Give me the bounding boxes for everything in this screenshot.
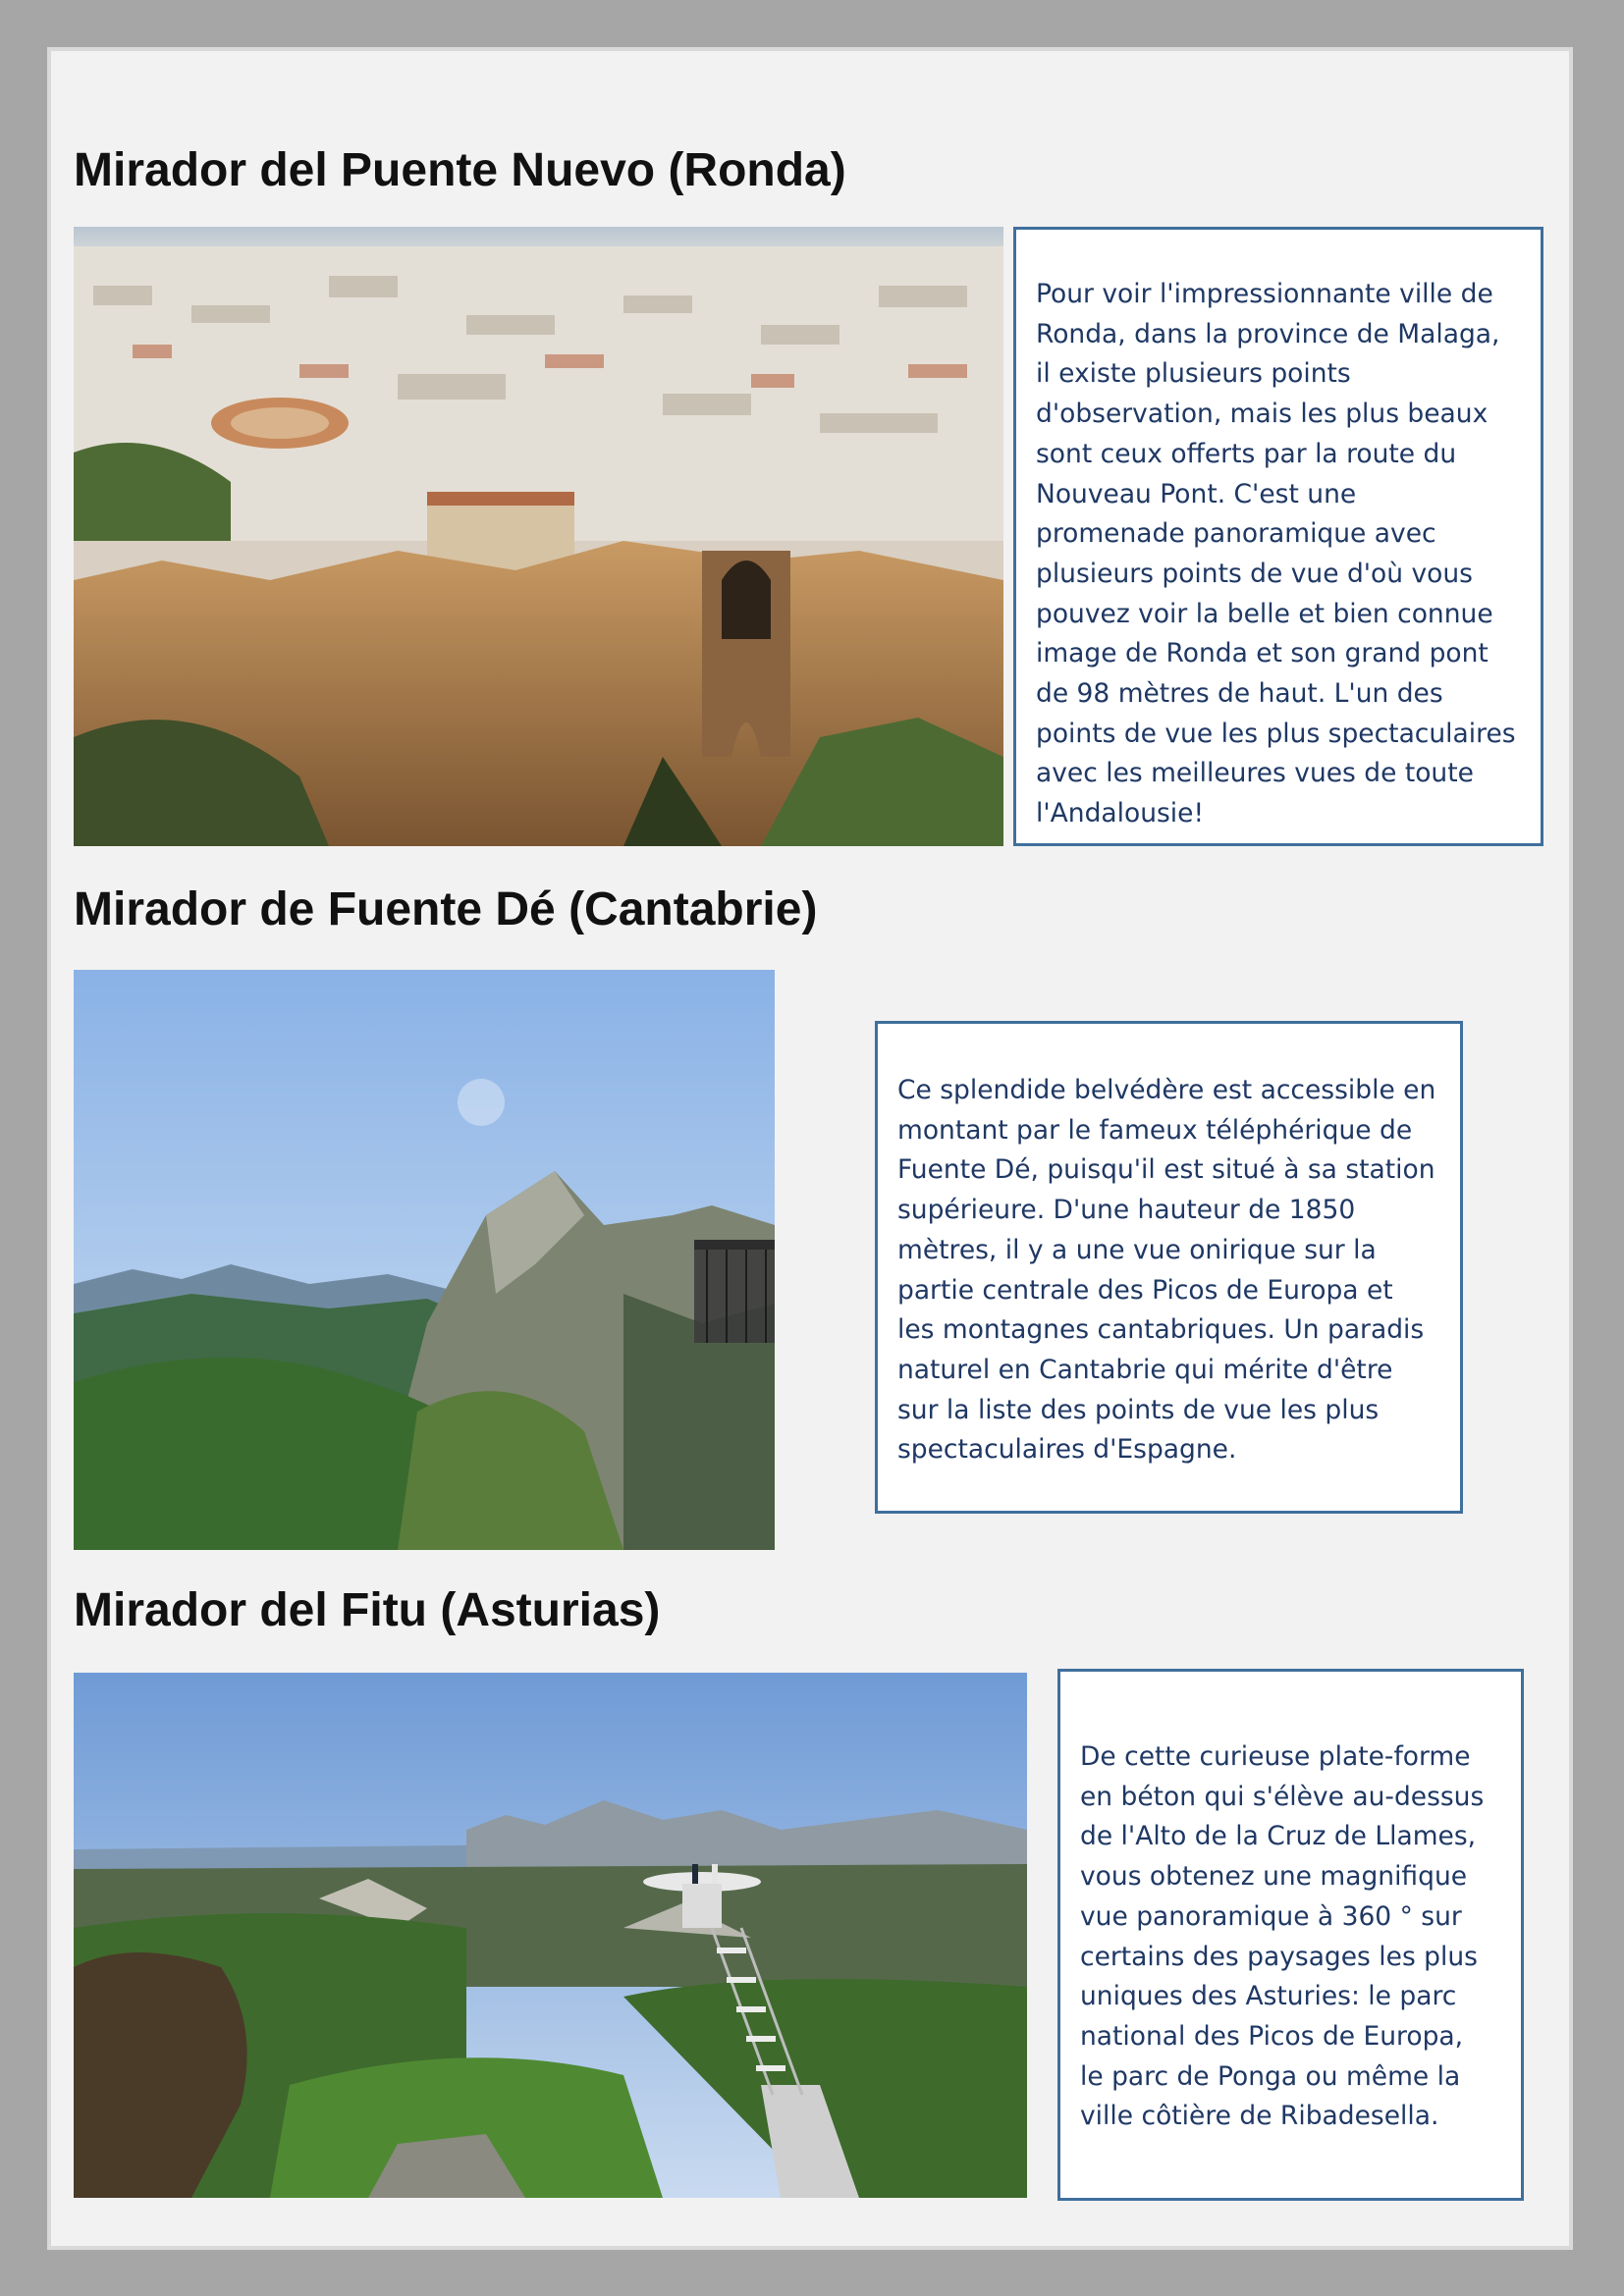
section-title-fitu: Mirador del Fitu (Asturias)	[74, 1584, 661, 1636]
ronda-description-text: Pour voir l'impressionnante ville de Ronda, dans la province de Malaga, il existe plusieurs points d'observation, mais les plus beaux sont ceux offerts par la route du Nouveau Pont. C'est une promenade panoramique avec plusieurs points de vue d'où vous pouvez voir la belle et bien connue image de Ronda et son grand pont de 98 mètres de haut. L'un des points de vue les plus spectaculaires avec les meilleures vues de toute l'Andalousie!	[1036, 279, 1516, 829]
section-title-ronda: Mirador del Puente Nuevo (Ronda)	[74, 144, 846, 196]
fuente-de-description	[875, 1021, 1463, 1514]
fitu-description-text: De cette curieuse plate-forme en béton qui s'élève au-dessus de l'Alto de la Cruz de Llames, vous obtenez une magnifique vue panoramique à 360 ° sur certains des paysages les plus uniques des Asturies: le parc national des Picos de Europa, le parc de Ponga ou même la ville côtière de Ribadesella.	[1080, 1741, 1485, 2132]
fuente-de-photo	[74, 970, 775, 1550]
fitu-description	[1057, 1669, 1524, 2201]
fitu-photo	[74, 1673, 1027, 2198]
fuente-de-description-text: Ce splendide belvédère est accessible en montant par le fameux téléphérique de Fuente Dé, puisqu'il est situé à sa station supérieure. D'une hauteur de 1850 mètres, il y a une vue onirique sur la partie centrale des Picos de Europa et les montagnes cantabriques. Un paradis naturel en Cantabrie qui mérite d'être sur la liste des points de vue les plus spectaculaires d'Espagne.	[897, 1075, 1436, 1466]
section-title-fuente-de: Mirador de Fuente Dé (Cantabrie)	[74, 883, 818, 935]
ronda-description	[1013, 227, 1543, 846]
ronda-photo	[74, 227, 1003, 846]
